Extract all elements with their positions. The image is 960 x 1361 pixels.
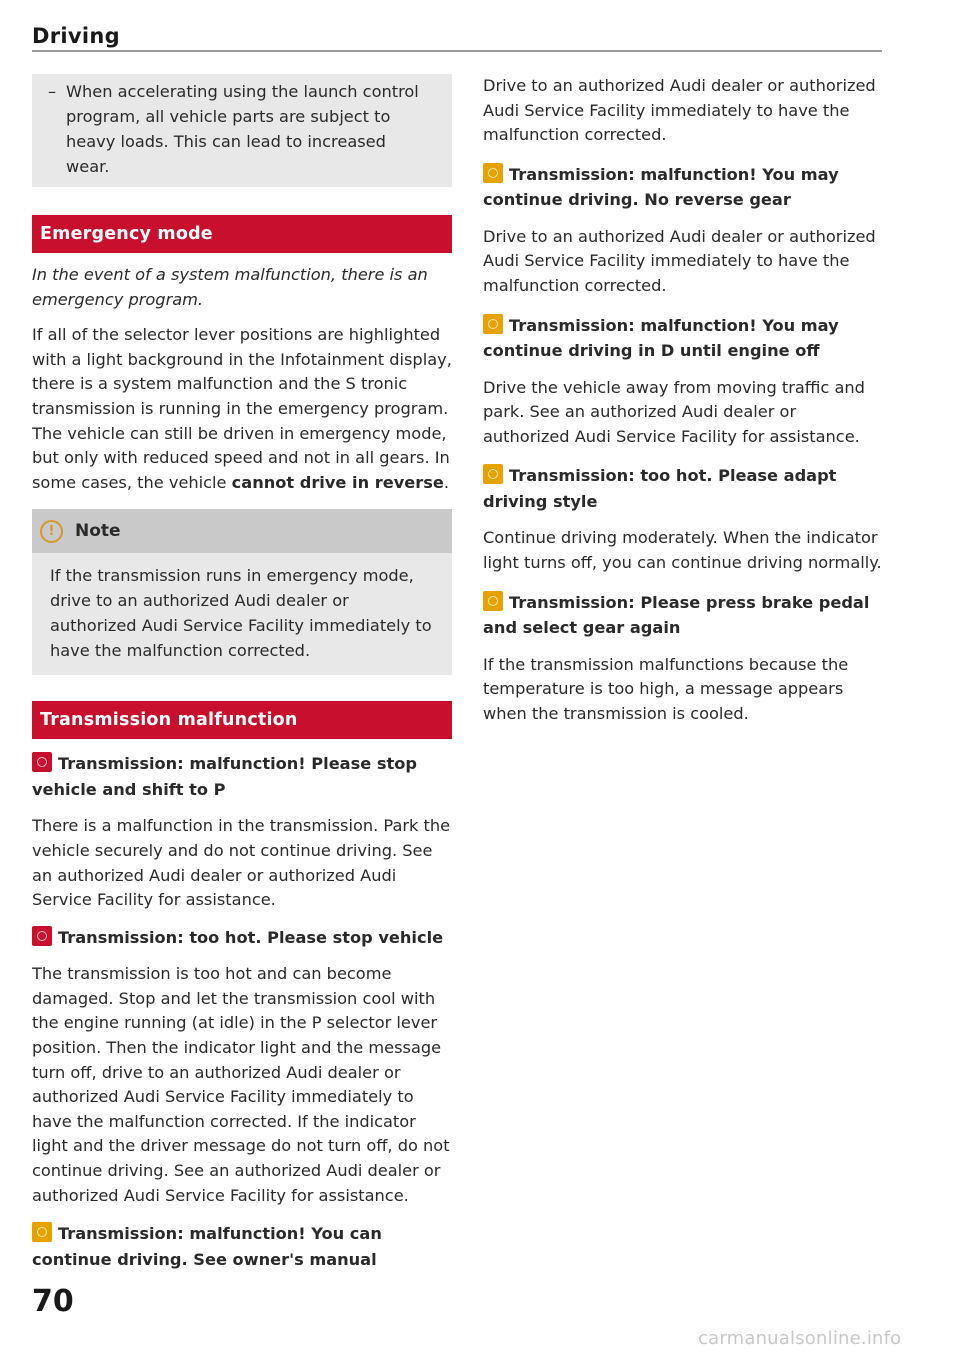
emergency-mode-heading: Emergency mode <box>32 215 452 253</box>
right-column <box>483 74 883 726</box>
watermark: carmanualsonline.info <box>698 1328 902 1349</box>
yellow-transmission-warning-icon <box>483 464 503 484</box>
message-title: Transmission: malfunction! You may continue driving. No reverse gear <box>483 164 839 210</box>
yellow-transmission-warning-icon <box>32 1222 52 1242</box>
message-no-reverse-gear-body: Drive to an authorized Audi dealer or authorized Audi Service Facility immediately to have the malfunction corrected. <box>483 226 876 295</box>
emergency-body-bold: cannot drive in reverse <box>231 472 444 492</box>
emergency-body-end: . <box>443 472 449 492</box>
message-drive-in-d-body: Drive the vehicle away from moving traffic and park. See an authorized Audi dealer or authorized Audi Service Facility for assistance. <box>483 377 865 446</box>
message-stop-shift-p-body: There is a malfunction in the transmission. Park the vehicle securely and do not continue driving. See an authorized Audi dealer or authorized Audi Service Facility for assistance. <box>32 816 451 910</box>
message-title: Transmission: malfunction! Please stop vehicle and shift to P <box>32 754 417 799</box>
message-stop-shift-p <box>32 751 452 802</box>
transmission-malfunction-heading: Transmission malfunction <box>32 701 452 739</box>
message-title: Transmission: Please press brake pedal and select gear again <box>483 592 870 638</box>
caution-circle-icon: ! <box>40 520 63 543</box>
red-transmission-warning-icon <box>32 926 52 946</box>
right-intro-paragraph: Drive to an authorized Audi dealer or authorized Audi Service Facility immediately to have the malfunction corrected. <box>483 76 876 145</box>
note-text: If the transmission runs in emergency mode, drive to an authorized Audi dealer or authorized Audi Service Facility immediately to have the malfunction corrected. <box>50 566 432 661</box>
message-press-brake-pedal <box>483 590 883 641</box>
emergency-mode-body <box>32 323 452 495</box>
note-title: Note <box>75 521 121 542</box>
left-column <box>32 74 452 1272</box>
emergency-body-text: If all of the selector lever positions are highlighted with a light background in the Infotainment display, there is a system malfunction and the S tronic transmission is running in the emergency program. The vehicle can still be driven in emergency mode, but only with reduced speed and not in all gears. In some cases, the vehicle <box>32 325 452 492</box>
message-adapt-driving-style <box>483 463 883 514</box>
note-header <box>32 509 452 553</box>
message-adapt-driving-style-body: Continue driving moderately. When the indicator light turns off, you can continue driving normally. <box>483 528 882 572</box>
list-dash: – <box>48 82 57 101</box>
page-header-title: Driving <box>32 24 120 48</box>
yellow-transmission-warning-icon <box>483 591 503 611</box>
message-no-reverse-gear <box>483 162 883 213</box>
message-title: Transmission: malfunction! You may continue driving in D until engine off <box>483 315 839 361</box>
message-title: Transmission: too hot. Please stop vehicle <box>58 927 444 947</box>
emergency-mode-lead: In the event of a system malfunction, there is an emergency program. <box>32 265 428 309</box>
launch-control-note-box <box>32 74 452 187</box>
header-divider <box>32 50 882 52</box>
yellow-transmission-warning-icon <box>483 314 503 334</box>
launch-control-text: When accelerating using the launch control program, all vehicle parts are subject to heavy loads. This can lead to increased wear. <box>66 82 419 176</box>
message-press-brake-pedal-body: If the transmission malfunctions because the temperature is too high, a message appears when the transmission is cooled. <box>483 654 849 723</box>
page-number: 70 <box>32 1284 74 1319</box>
message-too-hot-stop <box>32 925 452 951</box>
message-title: Transmission: too hot. Please adapt driving style <box>483 466 837 511</box>
note-box <box>32 509 452 675</box>
message-title: Transmission: malfunction! You can continue driving. See owner's manual <box>32 1224 382 1269</box>
red-transmission-warning-icon <box>32 752 52 772</box>
message-drive-in-d <box>483 313 883 364</box>
message-too-hot-stop-body: The transmission is too hot and can become damaged. Stop and let the transmission cool with the engine running (at idle) in the P selector lever position. Then the indicator light and the message turn off, drive to an authorized Audi dealer or authorized Audi Service Facility immediately to have the malfunction corrected. If the indicator light and the driver message do not turn off, do not continue driving. See an authorized Audi dealer or authorized Audi Service Facility for assistance. <box>32 964 450 1205</box>
yellow-transmission-warning-icon <box>483 163 503 183</box>
message-continue-see-manual <box>32 1221 452 1272</box>
